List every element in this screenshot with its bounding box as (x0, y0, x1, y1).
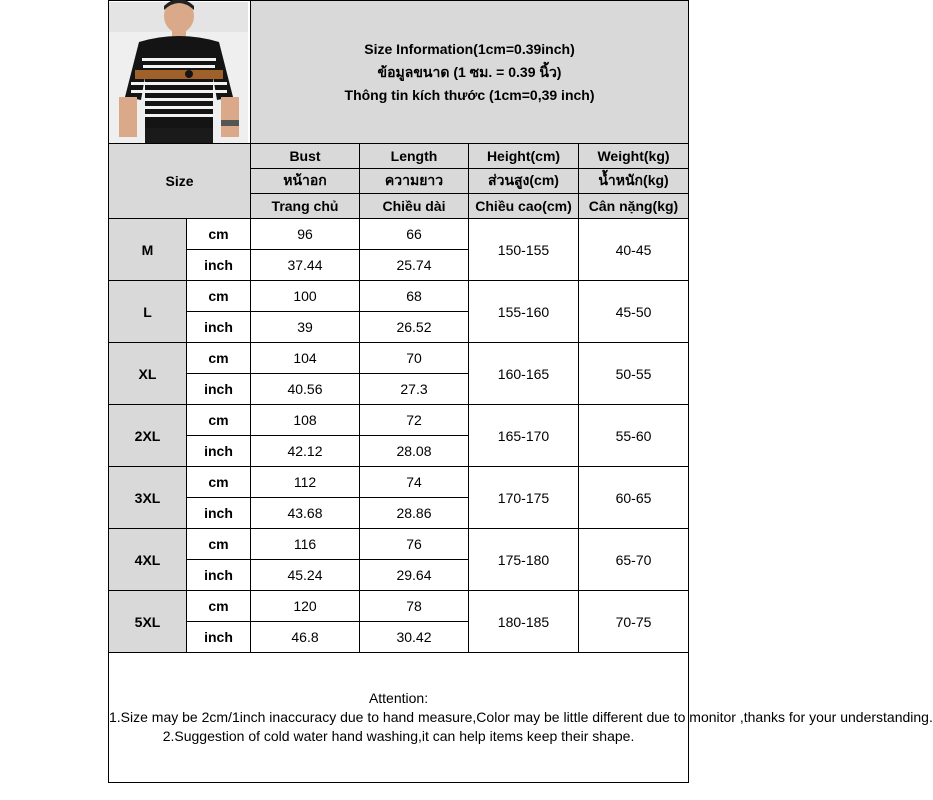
weight-header-vi: Cân nặng(kg) (579, 194, 689, 219)
unit-inch-label: inch (187, 560, 251, 591)
bust-inch-value: 43.68 (251, 498, 360, 529)
weight-range-value: 70-75 (579, 591, 689, 653)
length-header-th: ความยาว (360, 169, 469, 194)
unit-cm-label: cm (187, 343, 251, 374)
unit-inch-label: inch (187, 498, 251, 529)
weight-range-value: 60-65 (579, 467, 689, 529)
length-inch-value: 28.08 (360, 436, 469, 467)
height-range-value: 150-155 (469, 219, 579, 281)
bust-inch-value: 46.8 (251, 622, 360, 653)
weight-range-value: 50-55 (579, 343, 689, 405)
size-label: 3XL (109, 467, 187, 529)
unit-inch-label: inch (187, 250, 251, 281)
bust-inch-value: 37.44 (251, 250, 360, 281)
length-cm-value: 74 (360, 467, 469, 498)
size-label: L (109, 281, 187, 343)
weight-range-value: 55-60 (579, 405, 689, 467)
bust-header-en: Bust (251, 144, 360, 169)
table-row (109, 591, 689, 622)
unit-inch-label: inch (187, 374, 251, 405)
height-range-value: 180-185 (469, 591, 579, 653)
table-row (109, 405, 689, 436)
title-line-en: Size Information(1cm=0.39inch) (364, 40, 575, 57)
attention-heading: Attention: (368, 690, 429, 706)
size-label: M (109, 219, 187, 281)
size-column-header: Size (109, 144, 251, 219)
unit-inch-label: inch (187, 312, 251, 343)
length-inch-value: 28.86 (360, 498, 469, 529)
length-cm-value: 78 (360, 591, 469, 622)
size-information-title (251, 1, 689, 144)
weight-range-value: 65-70 (579, 529, 689, 591)
table-row (109, 343, 689, 374)
height-header-en: Height(cm) (469, 144, 579, 169)
size-chart-sheet (108, 0, 933, 800)
table-row (109, 467, 689, 498)
unit-cm-label: cm (187, 529, 251, 560)
unit-cm-label: cm (187, 219, 251, 250)
attention-line: 1.Size may be 2cm/1inch inaccuracy due to hand measure,Color may be little different due to monitor ,thanks for your understanding. (109, 709, 933, 725)
attention-notes (109, 653, 933, 783)
bust-header-th: หน้าอก (251, 169, 360, 194)
length-inch-value: 25.74 (360, 250, 469, 281)
table-row (109, 529, 689, 560)
weight-range-value: 40-45 (579, 219, 689, 281)
size-label: 4XL (109, 529, 187, 591)
unit-cm-label: cm (187, 591, 251, 622)
unit-cm-label: cm (187, 281, 251, 312)
bust-inch-value: 40.56 (251, 374, 360, 405)
table-row (109, 281, 689, 312)
size-label: 2XL (109, 405, 187, 467)
bust-cm-value: 116 (251, 529, 360, 560)
bust-cm-value: 96 (251, 219, 360, 250)
length-cm-value: 76 (360, 529, 469, 560)
height-range-value: 175-180 (469, 529, 579, 591)
unit-inch-label: inch (187, 436, 251, 467)
unit-inch-label: inch (187, 622, 251, 653)
height-header-vi: Chiều cao(cm) (469, 194, 579, 219)
length-header-en: Length (360, 144, 469, 169)
bust-cm-value: 100 (251, 281, 360, 312)
weight-header-en: Weight(kg) (579, 144, 689, 169)
size-label: 5XL (109, 591, 187, 653)
table-row (109, 219, 689, 250)
bust-cm-value: 120 (251, 591, 360, 622)
bust-inch-value: 45.24 (251, 560, 360, 591)
size-chart-table (108, 0, 933, 783)
length-cm-value: 70 (360, 343, 469, 374)
attention-line: 2.Suggestion of cold water hand washing,it can help items keep their shape. (162, 728, 635, 744)
unit-cm-label: cm (187, 467, 251, 498)
striped-tshirt-model-photo-icon (109, 2, 248, 143)
bust-cm-value: 108 (251, 405, 360, 436)
title-line-th: ข้อมูลขนาด (1 ซม. = 0.39 นิ้ว) (377, 63, 562, 80)
title-line-vi: Thông tin kích thước (1cm=0,39 inch) (344, 86, 595, 103)
product-photo-cell (109, 1, 251, 144)
bust-header-vi: Trang chủ (251, 194, 360, 219)
bust-cm-value: 112 (251, 467, 360, 498)
bust-cm-value: 104 (251, 343, 360, 374)
length-inch-value: 27.3 (360, 374, 469, 405)
height-range-value: 160-165 (469, 343, 579, 405)
weight-range-value: 45-50 (579, 281, 689, 343)
length-header-vi: Chiều dài (360, 194, 469, 219)
length-cm-value: 68 (360, 281, 469, 312)
unit-cm-label: cm (187, 405, 251, 436)
height-range-value: 170-175 (469, 467, 579, 529)
bust-inch-value: 42.12 (251, 436, 360, 467)
size-label: XL (109, 343, 187, 405)
bust-inch-value: 39 (251, 312, 360, 343)
length-inch-value: 26.52 (360, 312, 469, 343)
length-inch-value: 30.42 (360, 622, 469, 653)
length-inch-value: 29.64 (360, 560, 469, 591)
length-cm-value: 72 (360, 405, 469, 436)
height-header-th: ส่วนสูง(cm) (469, 169, 579, 194)
height-range-value: 155-160 (469, 281, 579, 343)
weight-header-th: น้ำหนัก(kg) (579, 169, 689, 194)
length-cm-value: 66 (360, 219, 469, 250)
height-range-value: 165-170 (469, 405, 579, 467)
